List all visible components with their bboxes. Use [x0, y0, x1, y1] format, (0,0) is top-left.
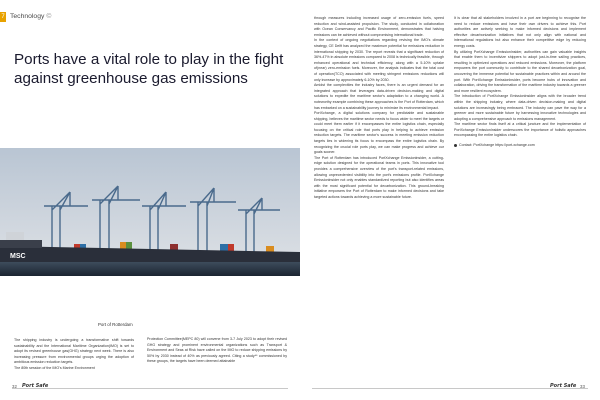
- article-column-4: [454, 16, 586, 149]
- paragraph: The Port of Rotterdam has introduced PortXchange Emissionlnsider, a cutting-edge solution designed for the operational teams in ports. This innovative tool provides a comprehensive overview of the port's transport-related emissions, allowing unprecedented visibility into the port's emissions profile. PortXchange Emissionlnsider not only enables standardized reporting but also identifies areas with the most significant potential for decarbonization. This ground-breaking initiative empowers the Port of Rotterdam to make informed decisions and take targeted actions towards achieving a more sustainable future.: [314, 155, 444, 199]
- article-headline: Ports have a vital role to play in the fight against greenhouse gas emissions: [14, 51, 284, 88]
- paragraph: The 80th session of the IMO's Marine Environment: [14, 365, 95, 370]
- article-column-2: [147, 337, 287, 365]
- contact-text: Contact: PortXchange https://port-xchange.com: [459, 143, 535, 148]
- section-label: [10, 12, 51, 22]
- paragraph: PortXchange, a digital solutions company for predictable and sustainable shipping, believes the maritime sector needs to focus wider to meet the targets or could meet them earlier if it encompasses the entire logistics chain, especially focusing on the critical role that ports play in helping to achieve emission reduction targets. The maritime sector's success in meeting emission reduction targets lies in widening its focus to encompass the entire logistics chain. By recognizing the crucial role ports play, we can make progress and achieve our goals sooner.: [314, 111, 444, 155]
- magazine-logo: Port Safe: [550, 383, 577, 389]
- footer-rule: [12, 388, 288, 389]
- paragraph: Protection Committee(MEPC 80) will convene from 3-7 July 2023 to adopt their revised GHG strategy and prominent environmental organizations such as Transport & Environment and Seas at Risk have called on the IMO to reduce shipping emissions by 50% by 2030 instead of 40% as previously agreed. Citing a study** commissioned by these groups, the targets have been deemed attainable: [147, 337, 287, 364]
- section-mark: ©: [46, 13, 52, 20]
- paragraph: through measures including increased usage of zero-emission fuels, speed reduction and wind-assisted propulsion. The study, conducted in collaboration with Ocean Conservancy and Pacific Environment, demonstrates that halving emissions can be achieved without compromising international trade.: [314, 16, 444, 37]
- contact-line: [454, 143, 586, 149]
- port-photo: [0, 148, 300, 276]
- paragraph: The introduction of PortXchange Emissionlnsider aligns with the broader trend within the shipping industry, where data-driven decision-making and digital solutions are increasingly being embraced. The industry can pave the way for a greener and more sustainable future by harnessing innovative technologies and adopting a comprehensive approach to emissions management.: [454, 94, 586, 121]
- footer-rule: [312, 388, 588, 389]
- paragraph: The shipping industry is undergoing a transformative shift towards sustainability and the International Maritime Organization(IMO) is set to adopt its revised greenhouse gas(GHG) strategy next week. There is also increasing pressure from environmental groups urging the adoption of ambitious emission reduction targets.: [14, 338, 134, 365]
- ship-name: MSC: [10, 253, 26, 260]
- photo-caption: Port of Rotterdam: [98, 322, 133, 327]
- paragraph: The maritime sector finds itself at a critical juncture and the implementation of PortXchange Emissionlnsider underscores the importance of holistic approaches encompassing the entire logistics chain.: [454, 122, 586, 138]
- bullet-icon: [454, 144, 457, 147]
- article-column-1: [14, 338, 134, 372]
- magazine-logo: Port Safe: [22, 383, 49, 389]
- paragraph: By utilizing PortXchange Emissionlnsider, authorities can gain valuable insights that enable them to incentivize shippers to adopt just-in-time sailing practices, resulting in optimized operations and reduced emissions. Moreover, the platform empowers the port community to contribute to the shared decarbonization goal, uncovering the immense potential for sustainable practices within and around the port. With PortXchange Emissionlnsider, ports become hubs of innovation and collaboration, driving the transformation of the maritime industry towards a greener and more resilient ecosystem.: [454, 49, 586, 93]
- section-name: Technology: [10, 13, 45, 20]
- folio-left: 32: [12, 384, 17, 389]
- article-column-3: [314, 16, 444, 201]
- paragraph: In the context of ongoing negotiations regarding revising the IMO's climate strategy, CE Delft has analyzed the maximum potential for emissions reduction in international shipping by 2030. The report reveals that a significant reduction of 36%-47% in absolute emissions compared to 2008 is technically feasible, through enhanced operational and technical efficiency, along with a 5-10% uptake of(near) zero-emission fuels. Moreover, the analysis indicates that the total cost of operation(TCO) associated with meeting stringent emissions reductions will only increase by approximately 6-10% by 2030.: [314, 38, 444, 82]
- folio-right: 33: [580, 384, 585, 389]
- paragraph: It is clear that all stakeholders involved in a port are beginning to recognise the need to reduce emissions and have their own drivers to achieve this. Port authorities are actively seeking to make informed decisions and implement effective decarbonization initiatives that not only align with national and international regulations but also enhance their competitive edge by reducing energy costs.: [454, 16, 586, 48]
- page-number-badge: 7: [1, 14, 5, 20]
- paragraph: Amidst the complexities the industry faces, there is an urgent demand for an integrated approach that leverages data-driven decision-making and digital solutions to expedite the maritime sector's adaptation to a changing world. A noteworthy example combining these approaches is the Port of Rotterdam, which has embarked on a sustainability journey to minimize its environmental impact.: [314, 83, 444, 110]
